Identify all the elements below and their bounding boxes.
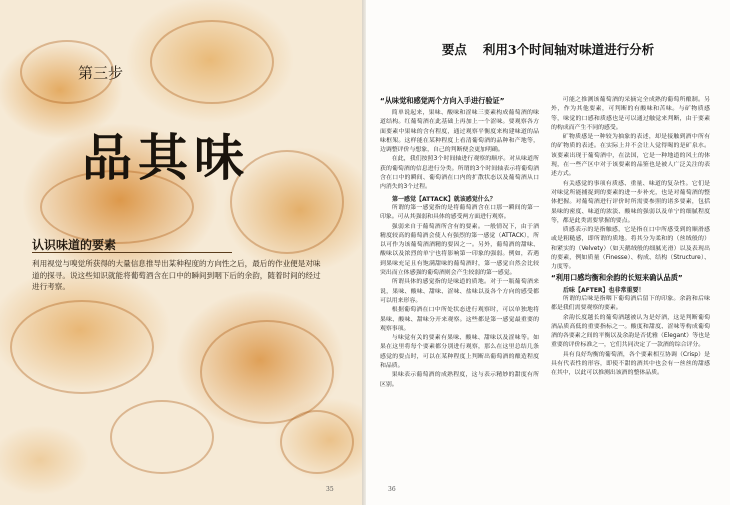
paragraph: 余韵长度越长的葡萄酒越被认为是好酒，这是判断葡萄酒品质高低的重要指标之一。酸度和甜度、涩味等构成葡萄酒的各要素之间的平衡以及余韵是否优雅（Elegant）等也是重要的评价标准之一，它们共同决定了一款酒的综合评分。 bbox=[551, 314, 710, 349]
paragraph: 在此，我们按照3个时间轴进行观察的顺序。对从味道所获的葡萄酒的信息进行分类。所谓的3个时间轴表示将葡萄酒含在口中的瞬间、葡萄酒在口内的扩散状态以及葡萄酒从口内消失的3个过程。 bbox=[380, 156, 539, 191]
text-column-2 bbox=[551, 96, 710, 379]
photo-texture bbox=[10, 300, 154, 394]
paragraph: 与味觉有关的要素有果味、酸味、甜味以及涩味等。如果在这里将每个要素都分别进行观察，那么在这里总结几条感觉的要点时，可以在某种程度上判断出葡萄酒的酿造程度和品质。 bbox=[380, 335, 539, 370]
intro-paragraph: 利用视觉与嗅觉所获得的大量信息推导出某种程度的方向性之后，最后的作业便是对味道的探寻。说这些知识就能将葡萄酒含在口中的瞬间到咽下后的余韵，随着时间的经过进行考察。 bbox=[32, 259, 321, 291]
section-title: 认识味道的要素 bbox=[32, 238, 117, 252]
chapter-title: 品其味 bbox=[82, 128, 250, 187]
page-number-right: 36 bbox=[388, 486, 396, 493]
photo-texture bbox=[200, 320, 334, 424]
step-label: 第三步 bbox=[78, 64, 124, 82]
page-header bbox=[366, 40, 730, 58]
subheading: “从味觉和感觉两个方向入手进行验证” bbox=[380, 96, 505, 105]
subheading: 第一感觉【ATTACK】就该感觉什么？ bbox=[392, 195, 496, 203]
paragraph: 具有良好均衡的葡萄酒，各个要素相互协调（Crisp）是具有代表性的形容，即使不甜的酒其中也会有一丝丝的甜感在其中，以此可以推测出该酒的整体品质。 bbox=[551, 351, 710, 377]
paragraph: 强弱来自于葡萄酒所含有的要素。一般情况下，由于酒精度较高的葡萄酒会使人有强烈的第一感觉（ATTACK），所以可作为该葡萄酒酒精的要因之一。另外，葡萄酒的甜味、酸味以及浓烈的单宁也将影响第一印象的强弱。例如，若遇到果味充足且有饱满甜味的葡萄酒时，第一感觉自然会比较突出而立体感强的葡萄酒则会产生较弱的第一感觉。 bbox=[380, 223, 539, 277]
paragraph: 所谓具体的感觉指的是味道的质地。对于一瓶葡萄酒来说，果味、酸味、甜味、涩味、盐味以及各个方向的感受都可以用来形容。 bbox=[380, 279, 539, 304]
paragraph: 所谓的后味是指咽下葡萄酒后留下的印象。余韵和后味都是我们需要观察的要素。 bbox=[551, 295, 710, 312]
text-column-1 bbox=[380, 96, 539, 390]
subheading: “利用口感均衡和余韵的长短来确认品质” bbox=[551, 272, 683, 282]
paragraph: 质感表示的是指触感，它是指在口中所感受到的顺滑感或是粗糙感，即所谓的质地。将其分为柔和的（丝绒般的）和紧实的（Velvety）（如天鹅绒般的细腻光滑）以及表现出的要素，例如质量（Finesse）、构成、结构（Structure）、力度等。 bbox=[551, 227, 710, 271]
left-page bbox=[0, 0, 362, 505]
section-divider bbox=[32, 252, 232, 253]
paragraph: 根据葡萄酒在口中所处状态进行观察时，可以单独地将果味、酸味、甜味分开来观察。这些都是第一感觉最重要的观察事项。 bbox=[380, 307, 539, 332]
header-title: 利用3个时间轴对味道进行分析 bbox=[482, 42, 655, 57]
header-key: 要点 bbox=[441, 42, 467, 57]
paragraph: 有关感觉的事项有质感、重量、味道的复杂性。它们是对味觉所能捕捉到的要素的进一步补充，也是对葡萄酒的整体把握。对葡萄酒进行评价时所需要参照的诸多要素，包括果味的密度、味道的浓淡、酸味的强弱以及单宁的细腻程度等，都是此类需要掌握的要点。 bbox=[551, 180, 710, 224]
subheading: 后味【AFTER】也非常重要！ bbox=[563, 286, 645, 294]
photo-texture bbox=[110, 400, 214, 474]
right-page bbox=[366, 0, 730, 505]
paragraph: 简单说起来，果味、酸味和涩味三要素构成葡萄酒的味道结构。红葡萄酒在此基础上再加上一个涩味。要观察各方面要素中果味的含有程度，通过观察平衡度来构建味道的品味框架。这样能在某种程度上看清葡萄酒的品种和产地等，边调整评价与想象，自己的判断便会更加明确。 bbox=[380, 110, 539, 154]
paragraph: 所谓的第一感觉指的是将葡萄酒含在口那一瞬间的第一印象。可从其强弱和具体的感受两方面进行观察。 bbox=[380, 204, 539, 221]
paragraph: 矿物质感是一种较为抽象的表述，却是接触到酒中所有的矿物质的表述。在实际上并不会让人觉得喝的是矿泉水。该要素出现于葡萄酒中，在法国，它是一种地道的风土的体现，在一些产区中对于该要素的品鉴也是被人广泛关注的表述方式。 bbox=[551, 134, 710, 178]
photo-texture bbox=[280, 410, 354, 474]
page-number-left: 35 bbox=[326, 486, 334, 493]
paragraph: 果味表示葡萄酒的成熟程度，这与表示精妙的甜度有所区别。 bbox=[380, 372, 539, 388]
paragraph: 可能之推测该葡萄酒的采摘完全成熟的葡萄所酿制。另外，作为其他要素，可判断的有酸味和苦味。与矿物质感等，味觉的口感和质感也是可以通过触觉来判断，由于要素的构成而产生不同的感受。 bbox=[551, 97, 710, 131]
photo-texture bbox=[150, 20, 274, 104]
